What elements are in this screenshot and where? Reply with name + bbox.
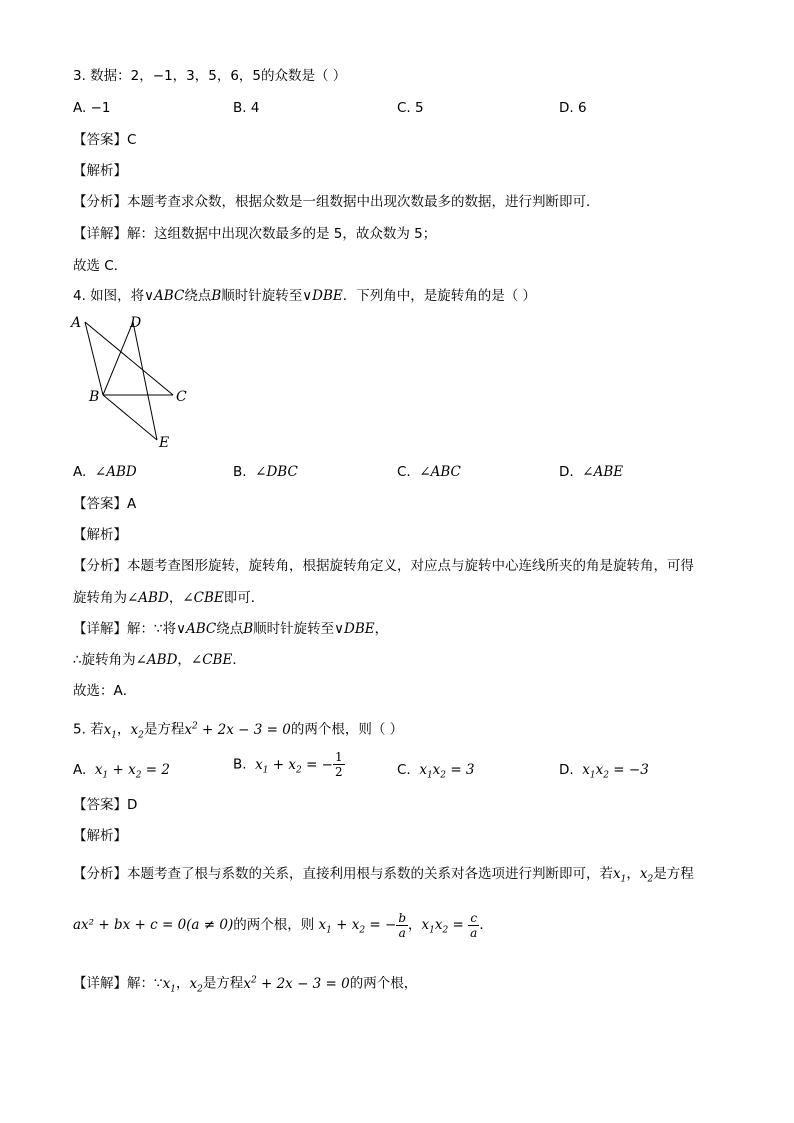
q5-xiangjie-mid: 是方程: [202, 975, 244, 992]
q4-question-mid: 绕点: [184, 288, 212, 304]
q4-fenxi-line1: [73, 556, 694, 576]
q4-fenxi-line2: [73, 588, 264, 608]
q5-xiangjie-end: 的两个根，: [349, 975, 418, 992]
option-letter: D.: [559, 464, 574, 480]
figure-label-e: E: [159, 435, 170, 451]
xiangjie-label: 【详解】: [73, 975, 127, 992]
angle-cbe: ∠CBE: [182, 590, 224, 606]
figure-label-c: C: [176, 389, 187, 405]
q4-question-mid2: 顺时针旋转至: [221, 288, 303, 304]
xiangjie-label: 【详解】: [73, 226, 127, 242]
q3-option-c: C. 5: [397, 100, 424, 116]
equation: $x^2 + 2x - 3 = 0$: [243, 975, 350, 992]
figure-label-d: D: [130, 315, 142, 331]
q5-question-mid: 是方程: [143, 721, 185, 738]
q3-analysis-label: 【解析】: [73, 163, 127, 179]
figure-label-a: A: [71, 315, 82, 331]
fraction-one-half: [333, 750, 345, 779]
option-letter: B.: [233, 756, 247, 773]
q4-therefore: [73, 650, 246, 670]
option-expr: $x_1x_2 = 3$: [419, 762, 475, 781]
figure-line-de: [133, 322, 157, 440]
q5-question-pre: 5. 若: [73, 721, 104, 738]
q4-answer-line: [73, 494, 136, 514]
denominator: a: [398, 925, 406, 940]
q5-fenxi-roots: 的两个根，则: [233, 917, 315, 933]
q4-fenxi-line2-end: 即可．: [223, 590, 265, 606]
equation-rest: + 2x − 3 = 0: [202, 721, 291, 738]
q5-option-a: [73, 760, 170, 786]
fenxi-label: 【分析】: [73, 866, 127, 882]
q5-answer-line: [73, 795, 137, 815]
option-angle: ∠ABC: [419, 464, 461, 480]
rhs: = 3: [450, 762, 475, 778]
q3-question: 3. 数据：2，−1，3，5，6，5的众数是（ ）: [73, 68, 347, 84]
q5-fenxi-text: 本题考查了根与系数的关系，直接利用根与系数的关系对各选项进行判断即可，若: [127, 866, 613, 882]
x2: $x_2$: [130, 721, 144, 741]
period: ．: [479, 917, 493, 933]
option-angle: ∠ABE: [582, 464, 624, 480]
q4-option-b: [233, 462, 298, 482]
x1: $x_1$: [162, 975, 176, 995]
q5-option-c: [397, 760, 475, 786]
q5-xiangjie-pre: 解：∵: [127, 975, 163, 992]
q4-option-d: [559, 462, 623, 482]
answer-label: 【答案】: [73, 496, 127, 512]
q4-option-c: [397, 462, 461, 482]
q5-fenxi-line1-end: 是方程: [653, 866, 694, 882]
option-angle: ∠DBC: [255, 464, 298, 480]
q4-xiangjie-mid: 顺时针旋转至: [253, 621, 335, 637]
q3-answer: C: [127, 132, 137, 148]
answer-label: 【答案】: [73, 797, 127, 813]
sum-of-roots: $x_1 + x_2$ = −: [318, 917, 397, 936]
option-letter: B.: [233, 464, 247, 480]
q5-fenxi-line1: [73, 864, 694, 890]
q4-xiangjie-mid-a: 绕点: [216, 621, 244, 637]
q4-xiangjie: [73, 619, 388, 639]
q4-fenxi-text: 本题考查图形旋转，旋转角，根据旋转角定义，对应点与旋转中心连线所夹的角是旋转角，可得: [127, 558, 694, 574]
x1: $x_1$: [103, 721, 118, 741]
q5-analysis-label: 【解析】: [73, 828, 127, 844]
q5-xiangjie: [73, 970, 417, 999]
comma: ，: [626, 866, 640, 882]
x2: $x_2$: [639, 866, 654, 885]
q3-option-d: D. 6: [559, 100, 587, 116]
angle-abd: ∠ABD: [127, 590, 169, 606]
fenxi-label: 【分析】: [73, 194, 127, 210]
q4-question: [73, 286, 536, 306]
q4-fenxi-line2-pre: 旋转角为: [73, 590, 127, 606]
x2-symbol: x: [130, 721, 139, 738]
xiangjie-label: 【详解】: [73, 621, 127, 637]
q4-triangle-abc: ∨ABC: [176, 621, 217, 637]
figure-label-b: B: [89, 389, 100, 405]
fraction-b-over-a: [396, 911, 408, 940]
numerator: c: [468, 911, 479, 926]
rhs: = −3: [613, 762, 649, 778]
q4-option-a: [73, 462, 137, 482]
q3-fenxi: [73, 192, 600, 212]
equation: $x^2 + 2x - 3 = 0$: [184, 721, 291, 738]
q3-option-a: A. −1: [73, 100, 111, 116]
option-letter: D.: [559, 762, 574, 778]
q3-fenxi-text: 本题考查求众数，根据众数是一组数据中出现次数最多的数据，进行判断即可．: [127, 194, 600, 210]
q4-xiangjie-pre: 解：∵将: [127, 621, 177, 637]
comma: ，: [175, 975, 190, 992]
equation-x: x: [184, 721, 193, 738]
q3-option-b: B. 4: [233, 100, 260, 116]
q3-conclusion: 故选 C．: [73, 258, 128, 274]
q4-point-b: B: [243, 621, 254, 637]
fraction-c-over-a: [468, 911, 479, 940]
option-letter: C.: [397, 762, 411, 778]
separator: ，: [168, 590, 183, 606]
equation-rest: + 2x − 3 = 0: [260, 975, 350, 992]
option-letter: A.: [73, 464, 87, 480]
fenxi-label: 【分析】: [73, 558, 127, 574]
q5-question: [73, 716, 403, 745]
product-of-roots: $x_1x_2$ =: [421, 917, 469, 936]
option-expr: $x_1x_2 = -3$: [582, 762, 649, 781]
q5-option-b: [233, 750, 345, 780]
option-letter: C.: [397, 464, 411, 480]
answer-label: 【答案】: [73, 132, 127, 148]
q5-fenxi-line2: [73, 910, 493, 946]
q3-xiangjie-text: 解：这组数据中出现次数最多的是 5，故众数为 5；: [127, 226, 437, 242]
numerator: b: [398, 910, 407, 925]
q4-conclusion: 故选：A．: [73, 683, 137, 699]
x2: $x_2$: [189, 975, 203, 995]
option-angle: ∠ABD: [94, 464, 137, 480]
q5-question-end: 的两个根，则（ ）: [290, 721, 404, 738]
q4-question-end: ．下列角中，是旋转角的是（ ）: [342, 288, 537, 304]
q5-option-d: [559, 760, 649, 786]
separator: ，: [177, 652, 191, 668]
q4-point-b: B: [211, 288, 222, 304]
x1-symbol: x: [103, 721, 112, 738]
denominator: a: [470, 925, 478, 940]
q4-rotation-figure: [65, 310, 200, 455]
q4-triangle-abc: ∨ABC: [144, 288, 185, 304]
option-expr: $x_1 + x_2$ = −: [255, 756, 333, 776]
angle-cbe: ∠CBE: [190, 652, 233, 668]
denominator: 2: [334, 765, 343, 779]
general-equation: ax² + bx + c = 0(a ≠ 0): [73, 917, 234, 933]
q4-answer: A: [127, 496, 137, 512]
q3-xiangjie: [73, 224, 436, 244]
q4-therefore-pre: ∴旋转角为: [73, 652, 136, 668]
rhs: = 2: [145, 762, 170, 778]
option-letter: A.: [73, 762, 87, 778]
q4-therefore-end: ．: [232, 652, 246, 668]
x1: $x_1$: [613, 866, 627, 885]
angle-abd: ∠ABD: [135, 652, 178, 668]
q4-triangle-dbe: ∨DBE: [302, 288, 343, 304]
q4-analysis-label: 【解析】: [73, 527, 127, 543]
option-expr: $x_1 + x_2 = 2$: [94, 762, 170, 781]
q5-answer: D: [127, 797, 138, 813]
q3-answer-line: [73, 130, 136, 150]
q4-triangle-dbe: ∨DBE: [334, 621, 375, 637]
comma: ，: [117, 721, 131, 738]
q4-xiangjie-end: ，: [374, 621, 389, 637]
numerator: 1: [334, 750, 343, 764]
rhs: = −: [306, 756, 333, 773]
comma: ，: [408, 917, 422, 933]
figure-line-ab: [85, 322, 103, 395]
q4-question-pre: 4. 如图，将: [73, 288, 145, 304]
